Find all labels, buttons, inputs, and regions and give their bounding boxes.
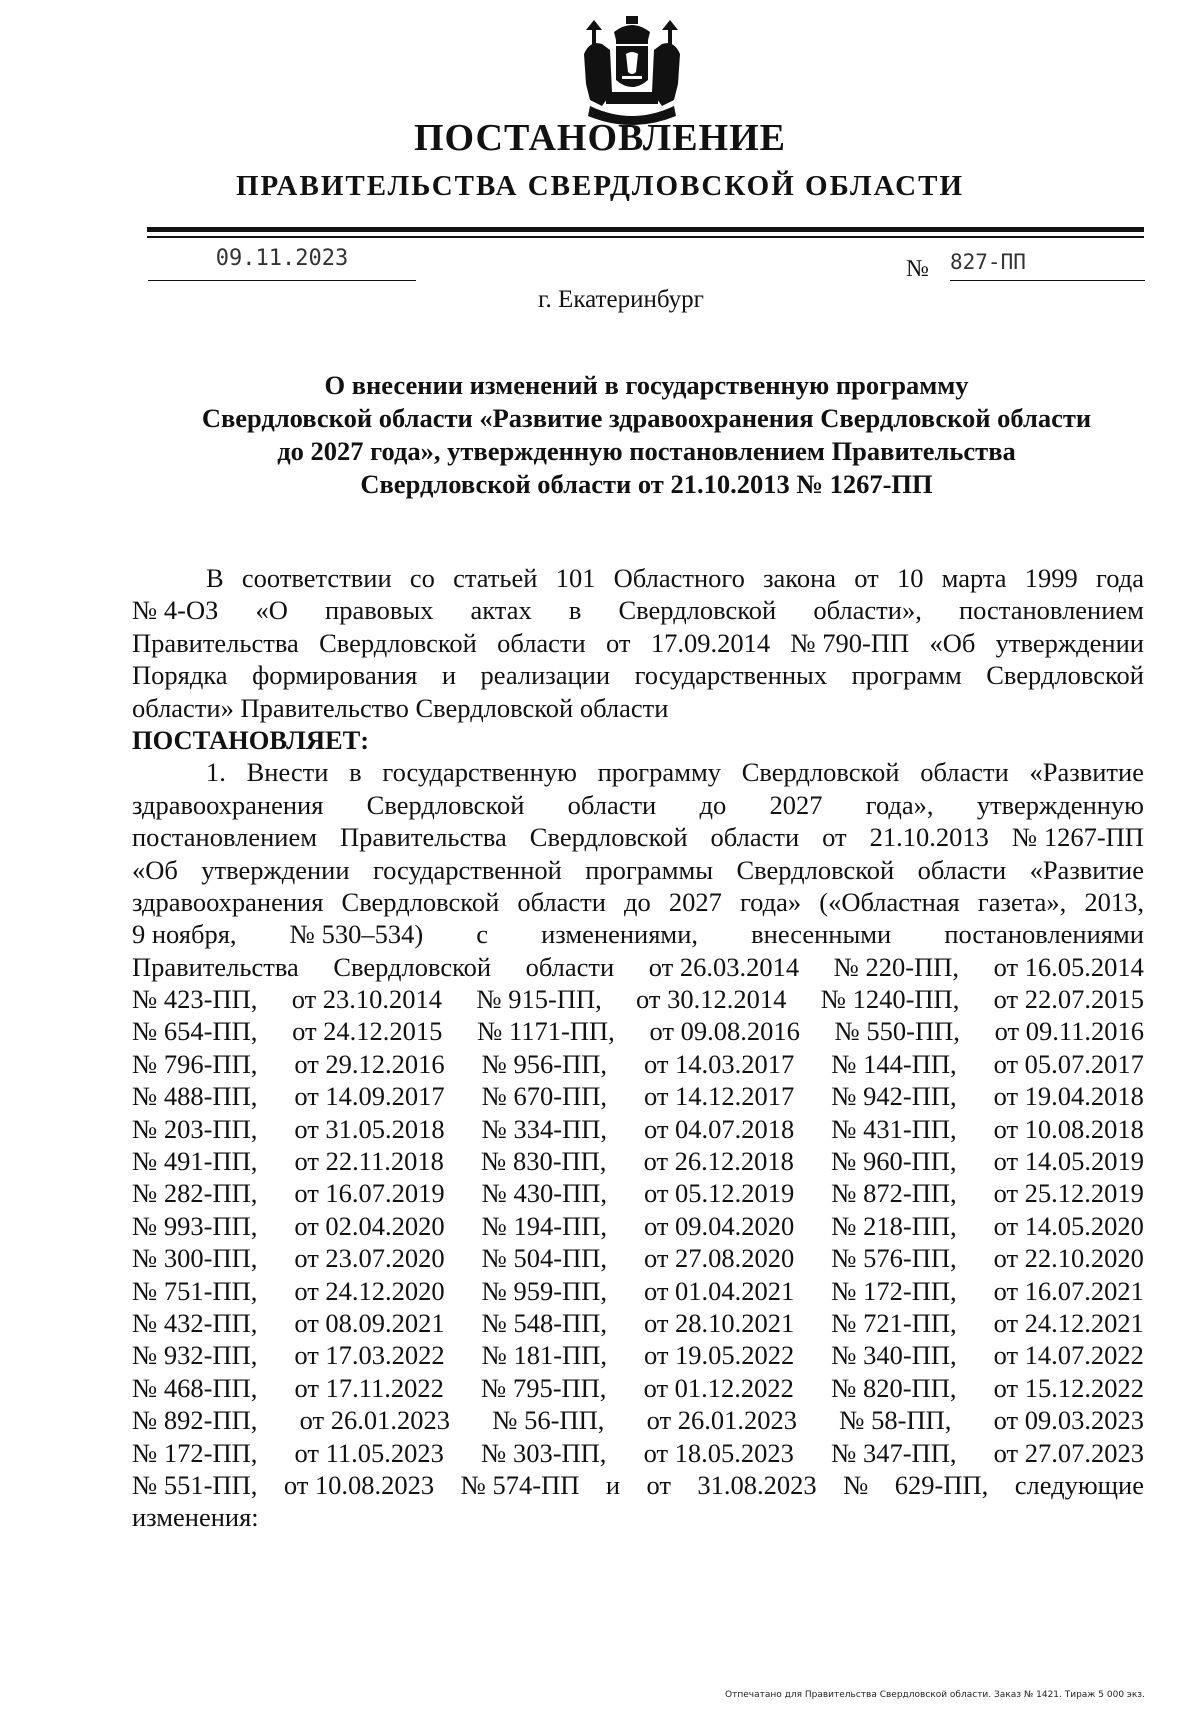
body-word: № 796-ПП, <box>132 1048 258 1079</box>
subject-line: Свердловской области «Развитие здравоохранения Свердловской области <box>201 403 1092 433</box>
document-number: 827-ПП <box>950 250 1026 274</box>
body-word: от 25.12.2019 <box>993 1178 1144 1209</box>
body-word: области <box>917 854 1007 885</box>
body-line <box>132 659 1144 691</box>
body-word: «Об <box>929 627 976 658</box>
body-word: до <box>624 886 651 917</box>
document-body <box>132 562 1144 1534</box>
body-word: № 203-ПП, <box>132 1113 258 1144</box>
body-word: от 14.09.2017 <box>294 1081 445 1112</box>
body-word: № 751-ПП, <box>132 1275 258 1306</box>
body-word: № 932-ПП, <box>132 1340 258 1371</box>
body-word: № 334-ПП, <box>481 1113 608 1144</box>
body-word: № 574-ПП <box>460 1469 580 1500</box>
body-word: № 670-ПП, <box>481 1081 608 1112</box>
body-line <box>132 983 1144 1015</box>
body-word: утверждении <box>201 854 350 885</box>
body-word: от 22.11.2018 <box>294 1146 444 1177</box>
body-word: № 830-ПП, <box>481 1146 607 1177</box>
body-word: № 347-ПП, <box>831 1437 957 1468</box>
body-word: № 872-ПП, <box>831 1178 957 1209</box>
body-word: от 29.12.2016 <box>294 1048 445 1079</box>
body-word: № 58-ПП, <box>839 1405 952 1436</box>
body-word: от 22.07.2015 <box>993 984 1144 1015</box>
body-line <box>132 692 1144 724</box>
body-word: от 30.12.2014 <box>636 984 787 1015</box>
body-word: от 10.08.2018 <box>993 1113 1144 1144</box>
print-imprint: Отпечатано для Правительства Свердловской области. Заказ № 1421. Тираж 5 000 экз. <box>725 1690 1145 1700</box>
body-word: № 993-ПП, <box>132 1210 258 1241</box>
body-word: Свердловской <box>986 660 1144 691</box>
body-word: от 01.04.2021 <box>643 1275 795 1306</box>
body-line <box>132 1307 1144 1339</box>
body-word: от 02.04.2020 <box>294 1210 445 1241</box>
body-line <box>132 1080 1144 1112</box>
body-word: «Развитие <box>1029 757 1144 788</box>
body-word: области <box>525 951 615 982</box>
body-line <box>132 562 1144 594</box>
body-word: области <box>920 757 1009 788</box>
body-word: от 09.11.2016 <box>994 1016 1144 1047</box>
body-word: № 488-ПП, <box>132 1081 258 1112</box>
body-word: статьей <box>453 563 538 593</box>
body-word: № 576-ПП, <box>831 1243 957 1274</box>
body-word: № 303-ПП, <box>481 1437 607 1468</box>
body-word: от 27.08.2020 <box>643 1243 795 1274</box>
body-word: здравоохранения <box>132 789 324 820</box>
body-word: от 24.12.2021 <box>993 1307 1144 1338</box>
body-word: № 282-ПП, <box>132 1178 258 1209</box>
body-word: 101 <box>555 563 596 593</box>
body-word: следующие <box>1014 1469 1144 1500</box>
body-word: изменения: <box>132 1502 259 1533</box>
body-word: от 16.07.2021 <box>993 1275 1144 1306</box>
body-word: № 220-ПП, <box>833 951 960 982</box>
body-word: газета», <box>977 886 1067 917</box>
number-sign: № <box>906 256 929 282</box>
body-word: № 956-ПП, <box>481 1048 608 1079</box>
body-word: от 11.05.2023 <box>294 1437 444 1468</box>
body-word: постановлением <box>132 822 317 853</box>
body-word: № 892-ПП, <box>132 1405 258 1436</box>
body-word: Свердловской <box>333 951 492 982</box>
body-line <box>132 918 1144 950</box>
body-word: № 172-ПП, <box>132 1437 258 1468</box>
body-word: № 959-ПП, <box>481 1275 608 1306</box>
body-word: программ <box>851 660 962 691</box>
body-word: года» <box>739 886 802 917</box>
body-word: от 08.09.2021 <box>294 1307 445 1338</box>
body-line <box>132 1113 1144 1145</box>
subject-line: Свердловской области от 21.10.2013 № 1267-ПП <box>360 469 933 499</box>
body-word: № <box>843 1469 869 1500</box>
body-word: № 218-ПП, <box>831 1210 957 1241</box>
body-word: 1999 <box>1024 563 1078 593</box>
body-word: Областного <box>613 563 745 593</box>
body-line <box>132 951 1144 983</box>
body-word: от 26.01.2023 <box>299 1405 450 1436</box>
body-word: № 942-ПП, <box>831 1081 957 1112</box>
body-word: от 17.11.2022 <box>294 1372 444 1403</box>
body-word: В <box>206 563 224 593</box>
body-line <box>132 1339 1144 1371</box>
body-word: утверждении <box>995 627 1144 658</box>
body-word: № 56-ПП, <box>492 1405 605 1436</box>
body-word: Свердловской <box>319 627 477 658</box>
body-line <box>132 1372 1144 1404</box>
body-word: № 1171-ПП, <box>477 1016 615 1047</box>
body-word: соответствии <box>241 563 392 593</box>
body-line <box>132 1242 1144 1274</box>
body-word: № 795-ПП, <box>481 1372 607 1403</box>
body-word: Свердловской <box>366 789 525 820</box>
body-word: от 09.03.2023 <box>993 1405 1144 1436</box>
body-word: от 24.12.2015 <box>292 1016 443 1047</box>
body-word: от 05.12.2019 <box>643 1178 795 1209</box>
body-word: Порядка <box>132 660 228 691</box>
body-word: Свердловской <box>618 595 777 626</box>
body-word: программу <box>597 757 721 788</box>
body-word: 2027 <box>668 886 722 917</box>
body-word: 2027 <box>769 789 823 820</box>
header-divider-thin <box>147 236 1144 238</box>
body-word: закона <box>763 563 837 593</box>
body-word: изменениями, <box>541 919 699 950</box>
body-word: «О <box>255 595 288 626</box>
body-word: Внести <box>246 757 329 788</box>
body-word: внесенными <box>751 919 892 950</box>
body-word: с <box>476 919 489 950</box>
body-word: реализации <box>480 660 611 691</box>
subject-line: О внесении изменений в государственную программу <box>324 370 969 400</box>
body-word: № 504-ПП, <box>481 1243 608 1274</box>
body-word: до <box>699 789 727 820</box>
body-word: от 19.04.2018 <box>993 1081 1144 1112</box>
body-word: Свердловской <box>341 886 500 917</box>
body-word: Свердловской <box>736 854 895 885</box>
body-word: № 530–534) <box>289 919 424 950</box>
body-word: № 144-ПП, <box>831 1048 957 1079</box>
body-word: «Развитие <box>1029 854 1144 885</box>
body-word: в <box>568 595 582 626</box>
body-word: Свердловской <box>529 822 688 853</box>
header-divider-thick <box>147 227 1144 232</box>
body-word: № 340-ПП, <box>831 1340 957 1371</box>
body-word: постановлением <box>958 595 1144 626</box>
body-word: № 551-ПП, <box>132 1469 258 1500</box>
body-word: 17.09.2014 <box>650 627 771 658</box>
body-word: № 1240-ПП, <box>820 984 960 1015</box>
body-word: 31.08.2023 <box>697 1469 817 1500</box>
body-word: от 26.12.2018 <box>643 1146 794 1177</box>
body-word: от 01.12.2022 <box>643 1372 794 1403</box>
body-word: года <box>1096 563 1144 593</box>
body-word: № 181-ПП, <box>481 1340 608 1371</box>
body-word: от 22.10.2020 <box>993 1243 1144 1274</box>
subject-line: до 2027 года», утвержденную постановлением Правительства <box>277 436 1016 466</box>
body-word: № 491-ПП, <box>132 1146 258 1177</box>
body-line <box>132 724 1144 756</box>
body-line <box>132 1210 1144 1242</box>
body-line <box>132 1469 1144 1501</box>
body-word: постановлениями <box>944 919 1144 950</box>
body-word: утвержденную <box>976 789 1144 820</box>
body-word: 9 ноября, <box>132 919 237 950</box>
body-line <box>132 854 1144 886</box>
body-word: от 14.07.2022 <box>993 1340 1144 1371</box>
body-word: формирования <box>252 660 418 691</box>
body-word: актах <box>470 595 532 626</box>
body-word: от 16.05.2014 <box>993 951 1144 982</box>
body-word: Свердловской <box>741 757 900 788</box>
body-word: 1. <box>206 757 226 788</box>
body-word: № 430-ПП, <box>481 1178 608 1209</box>
body-word: области», <box>813 595 922 626</box>
body-word: Правительства <box>132 627 299 658</box>
body-word: № 468-ПП, <box>132 1372 258 1403</box>
document-date: 09.11.2023 <box>215 246 349 271</box>
body-word: ПОСТАНОВЛЯЕТ: <box>132 724 370 755</box>
body-word: № 548-ПП, <box>481 1307 608 1338</box>
date-underline <box>148 280 416 281</box>
body-word: от 31.05.2018 <box>294 1113 445 1144</box>
body-word: от 04.07.2018 <box>643 1113 795 1144</box>
body-word: от 26.01.2023 <box>646 1405 797 1436</box>
body-word: со <box>409 563 435 593</box>
body-word: № 194-ПП, <box>481 1210 608 1241</box>
body-word: от 16.07.2019 <box>294 1178 445 1209</box>
body-word: № 431-ПП, <box>831 1113 957 1144</box>
body-word: 2013, <box>1084 886 1144 917</box>
body-word: № 432-ПП, <box>132 1307 258 1338</box>
body-word: области <box>517 886 606 917</box>
body-word: № 1267-ПП <box>1011 822 1144 853</box>
body-word: от <box>854 563 879 593</box>
body-word: № 423-ПП, <box>132 984 258 1015</box>
body-word: № 721-ПП, <box>831 1307 957 1338</box>
body-word: от 14.12.2017 <box>643 1081 795 1112</box>
body-line <box>132 627 1144 659</box>
body-word: государственную <box>382 757 577 788</box>
body-line <box>132 1437 1144 1469</box>
body-word: от 19.05.2022 <box>643 1340 795 1371</box>
body-word: от <box>606 627 631 658</box>
body-word: от 24.12.2020 <box>294 1275 445 1306</box>
body-word: № 4-ОЗ <box>132 595 219 626</box>
body-word: от <box>646 1469 671 1500</box>
body-word: программы <box>585 854 714 885</box>
body-word: в <box>349 757 362 788</box>
body-word: № 790-ПП <box>790 627 910 658</box>
body-word: от 23.10.2014 <box>291 984 443 1015</box>
body-word: от 26.03.2014 <box>648 951 800 982</box>
body-word: от 14.03.2017 <box>643 1048 795 1079</box>
body-word: № 172-ПП, <box>831 1275 957 1306</box>
body-word: от 09.08.2016 <box>649 1016 800 1047</box>
body-word: правовых <box>325 595 434 626</box>
number-underline <box>950 280 1145 281</box>
body-line <box>132 1501 1144 1533</box>
body-word: «Об <box>132 854 178 885</box>
body-word: марта <box>941 563 1007 593</box>
body-word: от 15.12.2022 <box>993 1372 1144 1403</box>
body-line <box>132 886 1144 918</box>
body-word: № 300-ПП, <box>132 1243 258 1274</box>
body-word: 629-ПП, <box>894 1469 989 1500</box>
body-line <box>132 594 1144 626</box>
body-line <box>132 1275 1144 1307</box>
body-word: от 18.05.2023 <box>643 1437 794 1468</box>
body-line <box>132 821 1144 853</box>
body-word: области <box>497 627 586 658</box>
body-word: от 23.07.2020 <box>294 1243 445 1274</box>
body-line <box>132 756 1144 788</box>
body-line <box>132 1177 1144 1209</box>
body-word: № 915-ПП, <box>476 984 602 1015</box>
body-word: Правительства <box>340 822 507 853</box>
body-word: от 28.10.2021 <box>643 1307 795 1338</box>
body-word: здравоохранения <box>132 886 324 917</box>
body-word: от 14.05.2019 <box>993 1146 1144 1177</box>
body-word: от 10.08.2023 <box>283 1469 435 1500</box>
body-word: № 654-ПП, <box>132 1016 258 1047</box>
document-type-title: ПОСТАНОВЛЕНИЕ <box>413 117 787 159</box>
body-word: и <box>441 660 456 691</box>
body-line <box>132 1404 1144 1436</box>
body-word: («Областная <box>819 886 960 917</box>
coat-of-arms-emblem <box>576 14 688 130</box>
document-subject <box>148 369 1145 501</box>
document-city: г. Екатеринбург <box>538 286 704 313</box>
body-line <box>132 789 1144 821</box>
issuing-authority: ПРАВИТЕЛЬСТВА СВЕРДЛОВСКОЙ ОБЛАСТИ <box>235 170 965 202</box>
body-word: области <box>710 822 800 853</box>
body-word: от 09.04.2020 <box>643 1210 795 1241</box>
body-word: № 820-ПП, <box>831 1372 957 1403</box>
body-line <box>132 1048 1144 1080</box>
body-word: № 550-ПП, <box>834 1016 960 1047</box>
body-line <box>132 1145 1144 1177</box>
body-word: № 960-ПП, <box>831 1146 957 1177</box>
body-word: 10 <box>896 563 924 593</box>
body-word: от 05.07.2017 <box>993 1048 1144 1079</box>
body-word: от 17.03.2022 <box>294 1340 445 1371</box>
body-word: государственной <box>372 854 562 885</box>
body-word: государственных <box>634 660 828 691</box>
body-word: года», <box>865 789 934 820</box>
body-word: Правительства <box>132 951 299 982</box>
body-word: и <box>605 1469 621 1500</box>
body-word: от 14.05.2020 <box>993 1210 1144 1241</box>
body-word: области <box>567 789 657 820</box>
body-word: области» Правительство Свердловской области <box>132 692 669 723</box>
body-word: от 27.07.2023 <box>993 1437 1144 1468</box>
body-line <box>132 1015 1144 1047</box>
body-word: от <box>822 822 847 853</box>
body-word: 21.10.2013 <box>869 822 989 853</box>
